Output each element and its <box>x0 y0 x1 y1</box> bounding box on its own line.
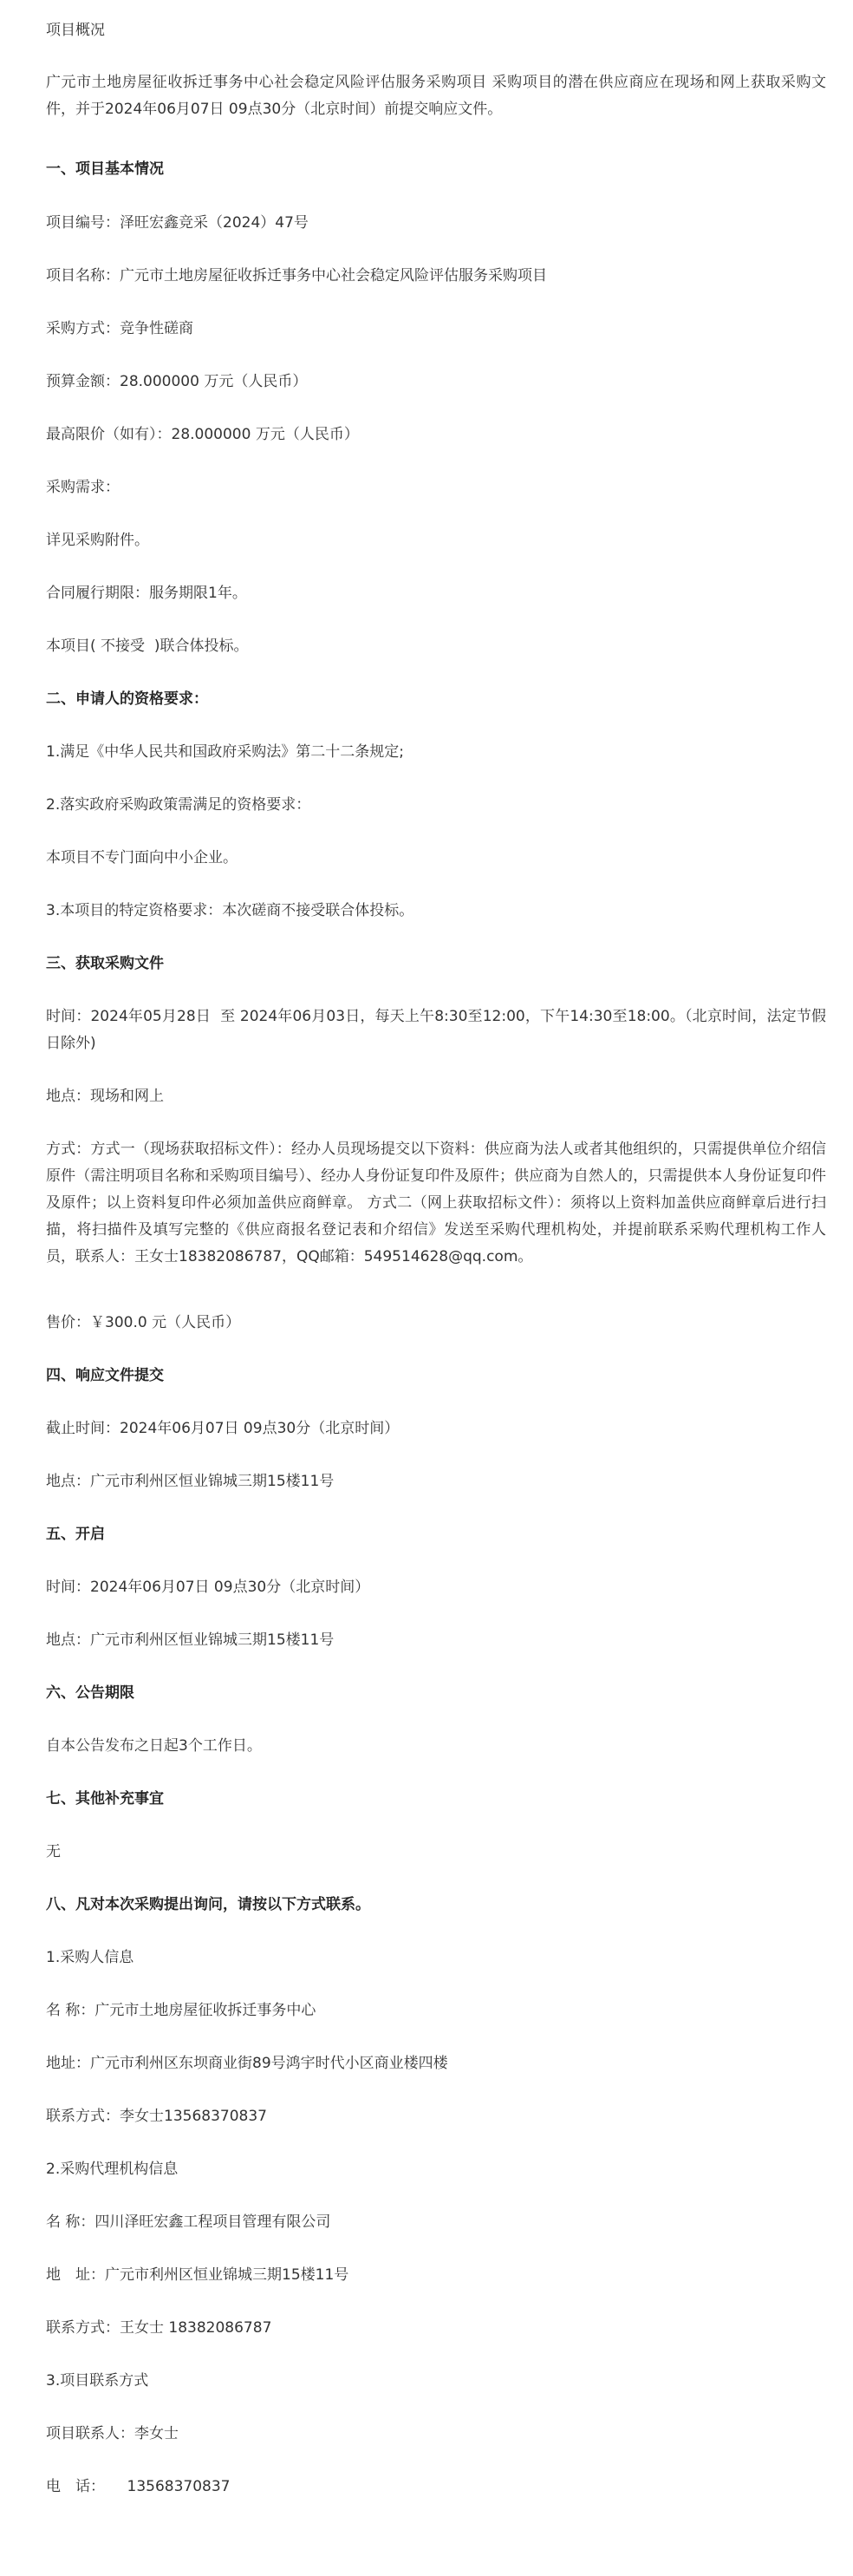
demand-detail: 详见采购附件。 <box>46 532 149 549</box>
section-3-heading: 三、获取采购文件 <box>46 955 164 972</box>
announcement-period: 自本公告发布之日起3个工作日。 <box>46 1737 262 1755</box>
section-7-heading: 七、其他补充事宜 <box>46 1790 164 1808</box>
contract-period: 合同履行期限：服务期限1年。 <box>46 585 247 602</box>
obtain-time: 时间：2024年05月28日 至 2024年06月03日，每天上午8:30至12:00，下午14:30至18:00。（北京时间，法定节假日除外) <box>46 1008 826 1052</box>
qualification-item-2-detail: 本项目不专门面向中小企业。 <box>46 849 238 866</box>
supplementary-matters: 无 <box>46 1843 61 1860</box>
project-name: 项目名称：广元市土地房屋征收拆迁事务中心社会稳定风险评估服务采购项目 <box>46 267 547 284</box>
section-5-heading: 五、开启 <box>46 1526 105 1543</box>
demand-label: 采购需求： <box>46 479 120 496</box>
procurement-method: 采购方式：竞争性磋商 <box>46 320 193 337</box>
agency-info-title: 2.采购代理机构信息 <box>46 2161 179 2178</box>
buyer-info-title: 1.采购人信息 <box>46 1949 134 1966</box>
opening-time: 时间：2024年06月07日 09点30分（北京时间） <box>46 1579 370 1596</box>
agency-contact: 联系方式：王女士 18382086787 <box>46 2319 272 2337</box>
project-contact-phone: 电 话： 13568370837 <box>46 2478 231 2495</box>
consortium-note: 本项目( 不接受 )联合体投标。 <box>46 637 249 655</box>
section-2-heading: 二、申请人的资格要求： <box>46 690 208 708</box>
qualification-item-1: 1.满足《中华人民共和国政府采购法》第二十二条规定; <box>46 743 404 761</box>
project-contact-person: 项目联系人：李女士 <box>46 2425 179 2442</box>
qualification-item-2: 2.落实政府采购政策需满足的资格要求： <box>46 796 311 814</box>
obtain-place: 地点：现场和网上 <box>46 1088 164 1105</box>
buyer-name: 名 称：广元市土地房屋征收拆迁事务中心 <box>46 2002 316 2019</box>
section-8-heading: 八、凡对本次采购提出询问，请按以下方式联系。 <box>46 1896 370 1913</box>
buyer-contact: 联系方式：李女士13568370837 <box>46 2108 267 2125</box>
overview-title: 项目概况 <box>46 22 105 39</box>
budget-amount: 预算金额：28.000000 万元（人民币） <box>46 373 308 390</box>
max-price: 最高限价（如有）：28.000000 万元（人民币） <box>46 426 359 443</box>
agency-name: 名 称：四川泽旺宏鑫工程项目管理有限公司 <box>46 2213 331 2231</box>
submission-place: 地点：广元市利州区恒业锦城三期15楼11号 <box>46 1473 335 1490</box>
agency-address: 地 址：广元市利州区恒业锦城三期15楼11号 <box>46 2266 349 2284</box>
project-contact-title: 3.项目联系方式 <box>46 2372 149 2390</box>
opening-place: 地点：广元市利州区恒业锦城三期15楼11号 <box>46 1631 335 1649</box>
overview-text: 广元市土地房屋征收拆迁事务中心社会稳定风险评估服务采购项目 采购项目的潜在供应商应在现场和网上获取采购文件，并于2024年06月07日 09点30分（北京时间）前提交响应文件。 <box>46 74 826 118</box>
obtain-method: 方式：方式一（现场获取招标文件）：经办人员现场提交以下资料：供应商为法人或者其他组织的，只需提供单位介绍信原件（需注明项目名称和采购项目编号）、经办人身份证复印件及原件；供应商为自然人的，只需提供本人身份证复印件及原件；以上资料复印件必须加盖供应商鲜章。 方式二（网上获取招标文件）：须将以上资料加盖供应商鲜章后进行扫描，将扫描件及填写完整的《供应商报名登记表和介绍信》发送至采购代理机构处，并提前联系采购代理机构工作人员，联系人：王女士18382086787，QQ邮箱：549514628@qq.com。 <box>46 1141 826 1265</box>
section-6-heading: 六、公告期限 <box>46 1684 134 1702</box>
submission-deadline: 截止时间：2024年06月07日 09点30分（北京时间） <box>46 1420 400 1437</box>
section-1-heading: 一、项目基本情况 <box>46 160 164 178</box>
buyer-address: 地址：广元市利州区东坝商业街89号鸿宇时代小区商业楼四楼 <box>46 2055 448 2072</box>
project-number: 项目编号：泽旺宏鑫竞采（2024）47号 <box>46 214 309 232</box>
qualification-item-3: 3.本项目的特定资格要求：本次磋商不接受联合体投标。 <box>46 902 414 919</box>
document-price: 售价：￥300.0 元（人民币） <box>46 1314 241 1331</box>
section-4-heading: 四、响应文件提交 <box>46 1367 164 1384</box>
